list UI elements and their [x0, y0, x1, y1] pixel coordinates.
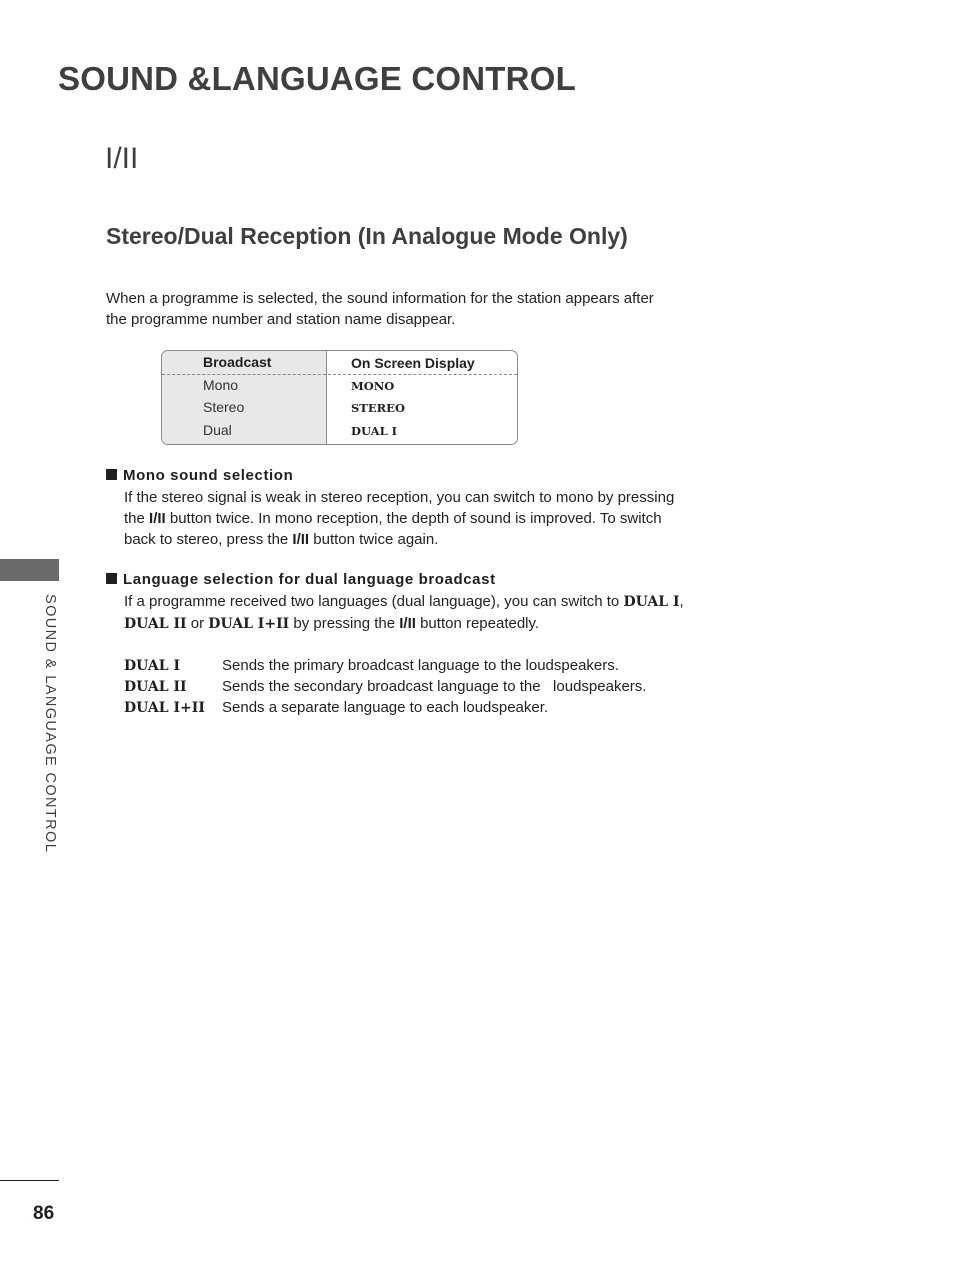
mono-section-paragraph: [124, 487, 724, 550]
page-number: 86: [33, 1203, 55, 1224]
i-ii-button-ref: I/II: [292, 531, 310, 548]
dual-def-term: DUAL I: [124, 658, 181, 674]
intro-line: the programme number and station name disappear.: [106, 311, 456, 328]
i-ii-button-ref: I/II: [399, 615, 416, 632]
dual-term-ref: DUAL I+II: [208, 616, 290, 632]
chapter-side-tab: [0, 559, 59, 581]
square-bullet-icon: [106, 469, 117, 480]
dual-line: DUAL II or DUAL I+II by pressing the I/II button repeatedly.: [124, 615, 540, 632]
dual-term-ref: DUAL II: [124, 616, 187, 632]
dual-def-desc: Sends a separate language to each loudspeaker.: [222, 699, 549, 716]
intro-line: When a programme is selected, the sound information for the station appears after: [106, 290, 654, 307]
mono-section-heading: [106, 467, 293, 484]
table-cell-broadcast: Dual: [203, 422, 232, 438]
dual-def-term: DUAL I+II: [124, 700, 205, 716]
mono-line: If the stereo signal is weak in stereo reception, you can switch to mono by pressing: [124, 489, 675, 506]
dual-def-term: DUAL II: [124, 679, 187, 695]
table-cell-osd: MONO: [351, 379, 395, 393]
dual-term-ref: DUAL I: [623, 594, 680, 610]
table-cell-osd: DUAL I: [351, 424, 398, 438]
i-ii-button-ref: I/II: [149, 510, 166, 527]
table-cell-osd: STEREO: [351, 401, 405, 415]
square-bullet-icon: [106, 573, 117, 584]
table-header-divider: [162, 374, 517, 375]
dual-heading-text: Language selection for dual language broadcast: [123, 571, 496, 588]
mono-line: the I/II button twice. In mono reception, the depth of sound is improved. To switch: [124, 510, 662, 527]
broadcast-osd-table: [161, 350, 518, 445]
table-cell-broadcast: Stereo: [203, 399, 245, 415]
chapter-title: SOUND &LANGUAGE CONTROL: [58, 60, 576, 97]
dual-def-desc: Sends the primary broadcast language to the loudspeakers.: [222, 657, 619, 674]
mono-heading-text: Mono sound selection: [123, 467, 294, 484]
table-cell-broadcast: Mono: [203, 377, 239, 393]
sub-title: Stereo/Dual Reception (In Analogue Mode Only): [106, 223, 628, 249]
dual-section-paragraph: [124, 591, 724, 635]
dual-line: If a programme received two languages (dual language), you can switch to DUAL I,: [124, 593, 684, 610]
mono-line: back to stereo, press the I/II button twice again.: [124, 531, 439, 548]
dual-section-heading: [106, 571, 496, 588]
table-header-osd: On Screen Display: [351, 355, 475, 371]
dual-def-desc: Sends the secondary broadcast language to the loudspeakers.: [222, 678, 647, 695]
footer-divider: [0, 1180, 59, 1181]
table-header-broadcast: Broadcast: [203, 354, 272, 370]
intro-paragraph: [106, 288, 706, 330]
section-title: I/II: [105, 142, 139, 175]
chapter-side-label: SOUND & LANGUAGE CONTROL: [42, 594, 58, 854]
